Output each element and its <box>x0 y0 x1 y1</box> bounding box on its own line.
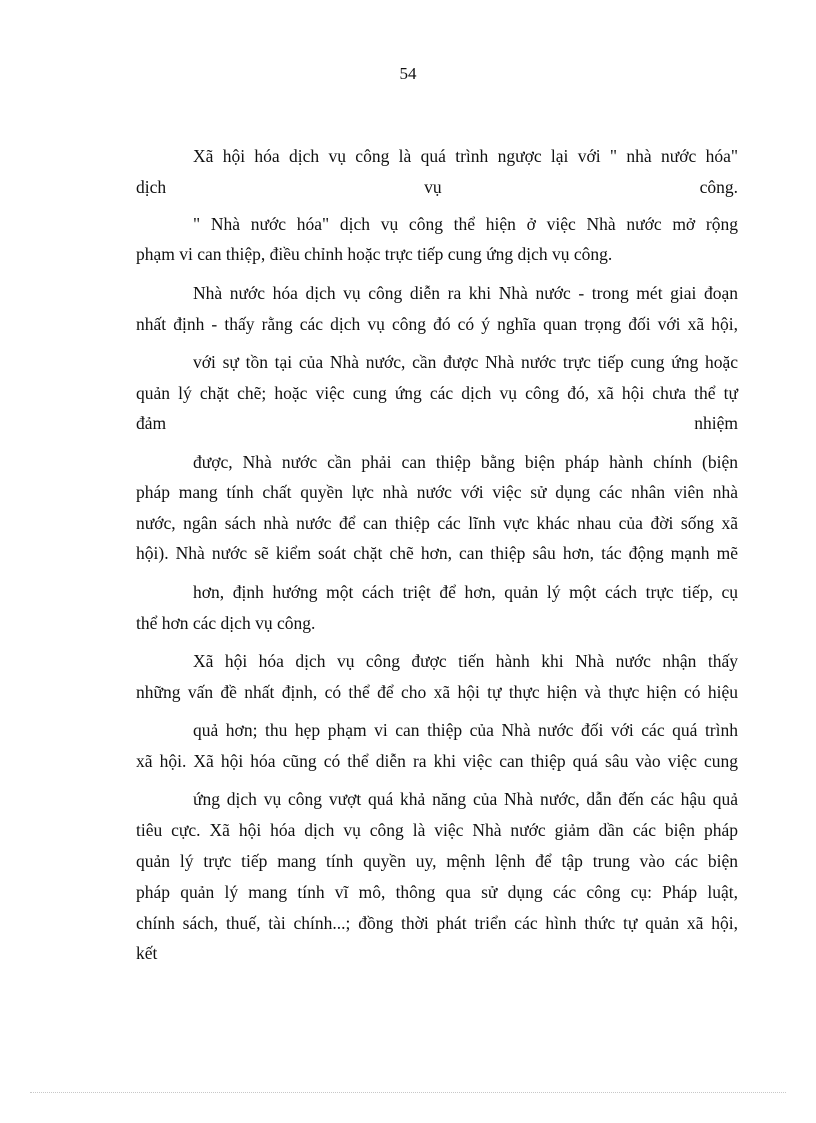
text-line: nhất định - thấy rằng các dịch vụ công đó có ý nghĩa quan trọng đối với xã hội, <box>136 314 738 334</box>
text-line-spread <box>136 175 738 199</box>
text-line: chính sách, thuế, tài chính...; đồng thời phát triển các hình thức tự quản xã hội, <box>136 913 738 933</box>
text-line: quản lý chặt chẽ; hoặc việc cung ứng các dịch vụ công đó, xã hội chưa thể tự <box>136 383 738 403</box>
text-word: vụ <box>424 177 442 197</box>
text-line: với sự tồn tại của Nhà nước, cần được Nhà nước trực tiếp cung ứng hoặc <box>193 352 738 372</box>
text-line: hơn, định hướng một cách triệt để hơn, quản lý một cách trực tiếp, cụ <box>193 582 738 602</box>
text-line: tiêu cực. Xã hội hóa dịch vụ công là việc Nhà nước giảm dần các biện pháp <box>136 820 738 840</box>
text-line: Xã hội hóa dịch vụ công được tiến hành khi Nhà nước nhận thấy <box>193 651 738 671</box>
text-line: xã hội. Xã hội hóa cũng có thể diễn ra khi việc can thiệp quá sâu vào việc cung <box>136 751 738 771</box>
page-number: 54 <box>399 64 417 83</box>
text-line: pháp mang tính chất quyền lực nhà nước với việc sử dụng các nhân viên nhà <box>136 482 738 502</box>
text-word: dịch <box>136 177 167 197</box>
text-line: quả hơn; thu hẹp phạm vi can thiệp của Nhà nước đối với các quá trình <box>193 720 738 740</box>
text-line: thể hơn các dịch vụ công. <box>136 613 316 633</box>
text-word: công. <box>699 177 738 197</box>
text-line: quản lý trực tiếp mang tính quyền uy, mệnh lệnh để tập trung vào các biện <box>136 851 738 871</box>
text-line-spread <box>136 411 738 435</box>
text-line: Xã hội hóa dịch vụ công là quá trình ngược lại với " nhà nước hóa" <box>193 146 738 166</box>
footer-divider <box>30 1092 786 1093</box>
text-line: pháp quản lý mang tính vĩ mô, thông qua sử dụng các công cụ: Pháp luật, <box>136 882 738 902</box>
text-line: kết <box>136 943 158 963</box>
text-line: nước, ngân sách nhà nước để can thiệp các lĩnh vực khác nhau của đời sống xã <box>136 513 738 533</box>
text-line: ứng dịch vụ công vượt quá khả năng của Nhà nước, dẫn đến các hậu quả <box>193 789 738 809</box>
text-word: nhiệm <box>694 413 738 433</box>
text-line: được, Nhà nước cần phải can thiệp bằng biện pháp hành chính (biện <box>193 452 738 472</box>
text-line: những vấn đề nhất định, có thể để cho xã hội tự thực hiện và thực hiện có hiệu <box>136 682 738 702</box>
text-line: " Nhà nước hóa" dịch vụ công thể hiện ở việc Nhà nước mở rộng <box>193 214 738 234</box>
text-line: phạm vi can thiệp, điều chỉnh hoặc trực tiếp cung ứng dịch vụ công. <box>136 244 613 264</box>
text-line: hội). Nhà nước sẽ kiểm soát chặt chẽ hơn, can thiệp sâu hơn, tác động mạnh mẽ <box>136 543 738 563</box>
text-line: Nhà nước hóa dịch vụ công diễn ra khi Nhà nước - trong mét giai đoạn <box>193 283 738 303</box>
text-word: đảm <box>136 413 167 433</box>
